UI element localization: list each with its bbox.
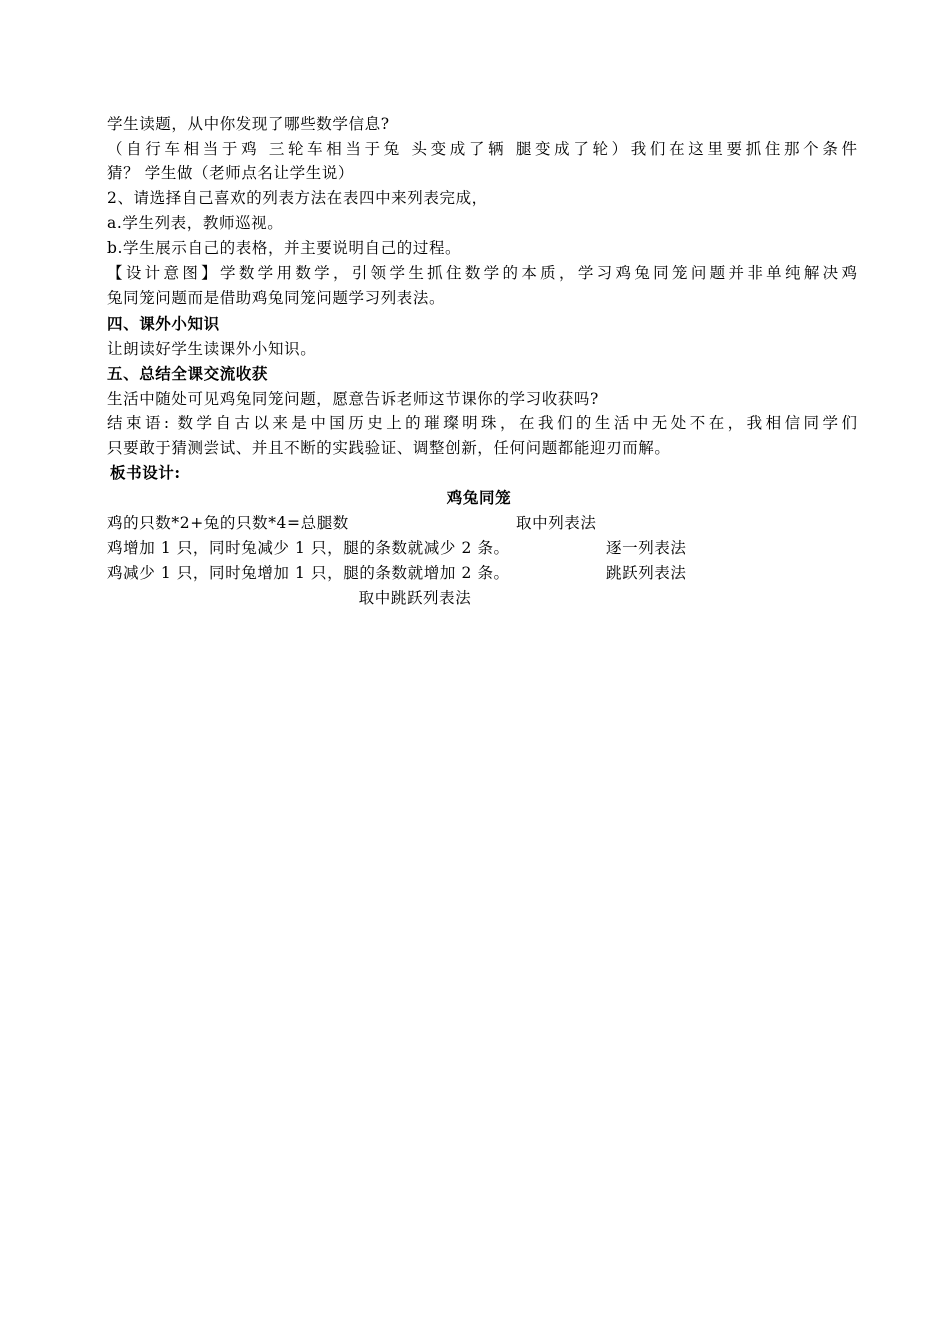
board-footer-text: 取中跳跃列表法 bbox=[358, 589, 472, 607]
paragraph-hint-line-1: （自行车相当于鸡 三轮车相当于兔 头变成了辆 腿变成了轮）我们在这里要抓住那个条件 bbox=[107, 140, 857, 158]
section-heading-5: 五、总结全课交流收获 bbox=[107, 364, 269, 383]
paragraph-closing-line-1: 结束语: 数学自古以来是中国历史上的璀璨明珠，在我们的生活中无处不在，我相信同学们 bbox=[107, 414, 857, 432]
board-title bbox=[107, 486, 857, 510]
paragraph-step-b: b.学生展示自己的表格，并主要说明自己的过程。 bbox=[107, 239, 462, 257]
board-title-text: 鸡兔同笼 bbox=[446, 488, 512, 507]
paragraph-step-a: a.学生列表，教师巡视。 bbox=[107, 214, 284, 232]
paragraph-closing-line-2: 只要敢于猜测尝试、并且不断的实践验证、调整创新，任何问题都能迎刃而解。 bbox=[107, 439, 671, 457]
paragraph-summary: 生活中随处可见鸡兔同笼问题，愿意告诉老师这节课你的学习收获吗? bbox=[107, 390, 599, 408]
board-row-3-right: 跳跃列表法 bbox=[606, 564, 687, 582]
board-row-1-left: 鸡的只数*2+兔的只数*4=总腿数 bbox=[107, 514, 349, 532]
board-row-2-left: 鸡增加 1 只，同时兔减少 1 只，腿的条数就减少 2 条。 bbox=[107, 539, 510, 557]
paragraph-design-intent-line-1: 【设计意图】学数学用数学，引领学生抓住数学的本质，学习鸡兔同笼问题并非单纯解决鸡 bbox=[107, 264, 857, 282]
paragraph-hint-line-2: 猜？ 学生做（老师点名让学生说） bbox=[107, 164, 355, 182]
board-design-label: 板书设计: bbox=[110, 463, 181, 482]
board-row-2 bbox=[107, 536, 857, 560]
paragraph-step-2: 2、请选择自己喜欢的列表方法在表四中来列表完成， bbox=[107, 189, 488, 207]
board-row-1 bbox=[107, 511, 857, 535]
paragraph-extra-knowledge: 让朗读好学生读课外小知识。 bbox=[107, 340, 317, 358]
board-row-3-left: 鸡减少 1 只，同时兔增加 1 只，腿的条数就增加 2 条。 bbox=[107, 564, 510, 582]
board-row-3 bbox=[107, 561, 857, 585]
paragraph-design-intent-line-2: 兔同笼问题而是借助鸡兔同笼问题学习列表法。 bbox=[107, 289, 446, 307]
board-footer bbox=[107, 586, 857, 610]
board-row-1-right: 取中列表法 bbox=[516, 514, 597, 532]
paragraph-read-question: 学生读题，从中你发现了哪些数学信息? bbox=[107, 115, 390, 133]
section-heading-4: 四、课外小知识 bbox=[107, 314, 220, 333]
board-row-2-right: 逐一列表法 bbox=[606, 539, 687, 557]
